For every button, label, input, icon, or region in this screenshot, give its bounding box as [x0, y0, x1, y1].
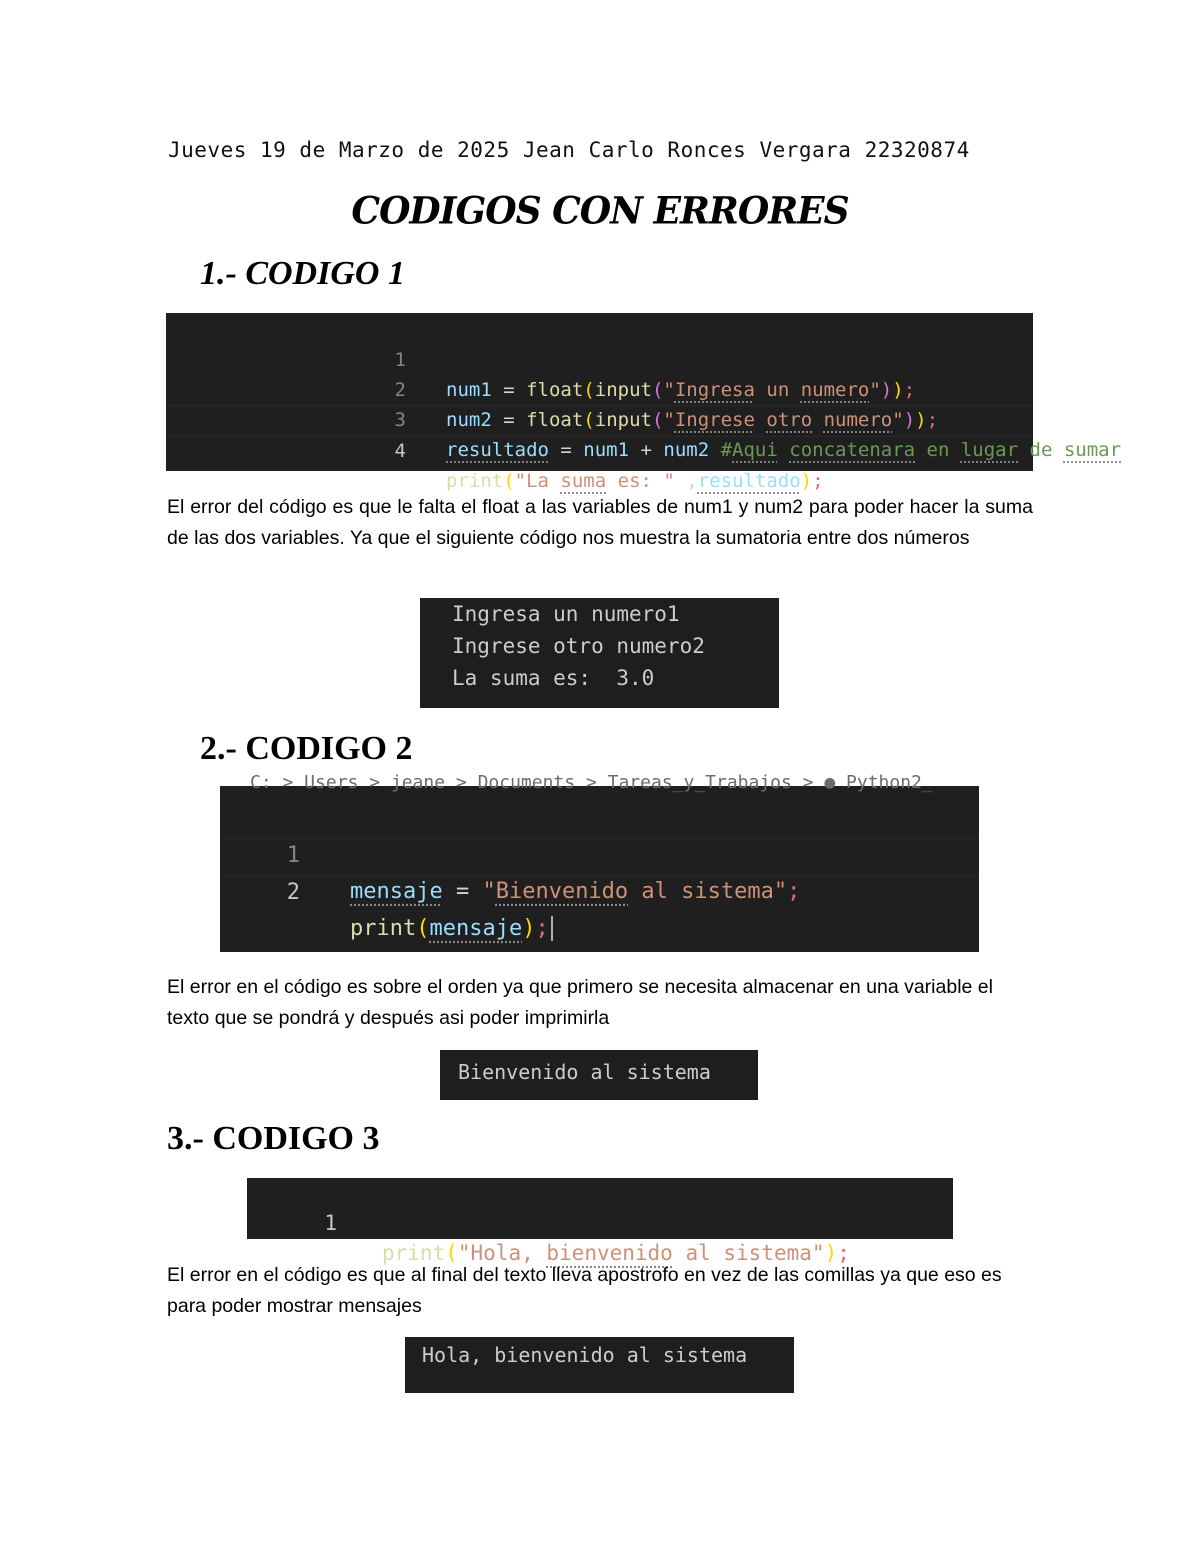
code-text: num2 = float(input("Ingrese otro numero")); [446, 409, 939, 431]
output-1-terminal [420, 598, 779, 708]
output-line: Ingresa un numero1 [452, 602, 680, 626]
line-number: 4 [394, 440, 406, 462]
output-line: Hola, bienvenido al sistema [422, 1343, 748, 1367]
code-line [247, 1178, 953, 1265]
line-number: 1 [394, 349, 406, 371]
code-text: print("La suma es: " ,resultado); [446, 470, 824, 492]
code-text: print(mensaje); [350, 911, 553, 947]
code-line [166, 315, 1033, 401]
breadcrumb: C: > Users > jeane > Documents > Tareas_y_Trabajos > ● Python2_ [250, 772, 933, 793]
line-number: 1 [286, 843, 300, 868]
code-3-editor [247, 1178, 953, 1265]
line-number: 3 [394, 409, 406, 431]
line-number: 2 [286, 880, 300, 905]
output-line: Bienvenido al sistema [458, 1060, 711, 1084]
document-title: CODIGOS CON ERRORES [351, 188, 849, 234]
output-2-terminal [440, 1050, 758, 1100]
explanation-2: El error en el código es sobre el orden ya que primero se necesita almacenar en una variable el texto que se pondrá y después asi poder imprimirla [167, 976, 993, 1029]
code-text: mensaje = "Bienvenido al sistema"; [350, 879, 801, 904]
output-line: Ingrese otro numero2 [452, 634, 705, 658]
explanation-1: El error del código es que le falta el float a las variables de num1 y num2 para poder hacer la suma de las dos variables. Ya que el siguiente código nos muestra la sumatoria entre dos números [167, 496, 1033, 549]
output-3-terminal [405, 1337, 794, 1393]
section-2-heading: 2.- CODIGO 2 [200, 730, 413, 767]
document-header: Jueves 19 de Marzo de 2025 Jean Carlo Ronces Vergara 22320874 [168, 138, 970, 162]
code-line [220, 802, 979, 904]
code-2-editor [220, 772, 979, 952]
code-1-editor [166, 313, 1122, 492]
section-3-heading: 3.- CODIGO 3 [167, 1120, 380, 1157]
section-1-heading: 1.- CODIGO 1 [200, 255, 405, 292]
line-number: 1 [324, 1211, 337, 1235]
code-text: num1 = float(input("Ingresa un numero")); [446, 379, 916, 401]
output-line: La suma es: 3.0 [452, 666, 655, 690]
code-text: print("Hola, bienvenido al sistema"); [382, 1241, 850, 1265]
line-number: 2 [394, 379, 406, 401]
explanation-3: El error en el código es que al final del texto lleva apostrofo en vez de las comillas ya que eso es para poder mostrar mensajes [167, 1264, 1002, 1317]
code-text: resultado = num1 + num2 #Aqui concatenara en lugar de sumar [446, 439, 1122, 461]
